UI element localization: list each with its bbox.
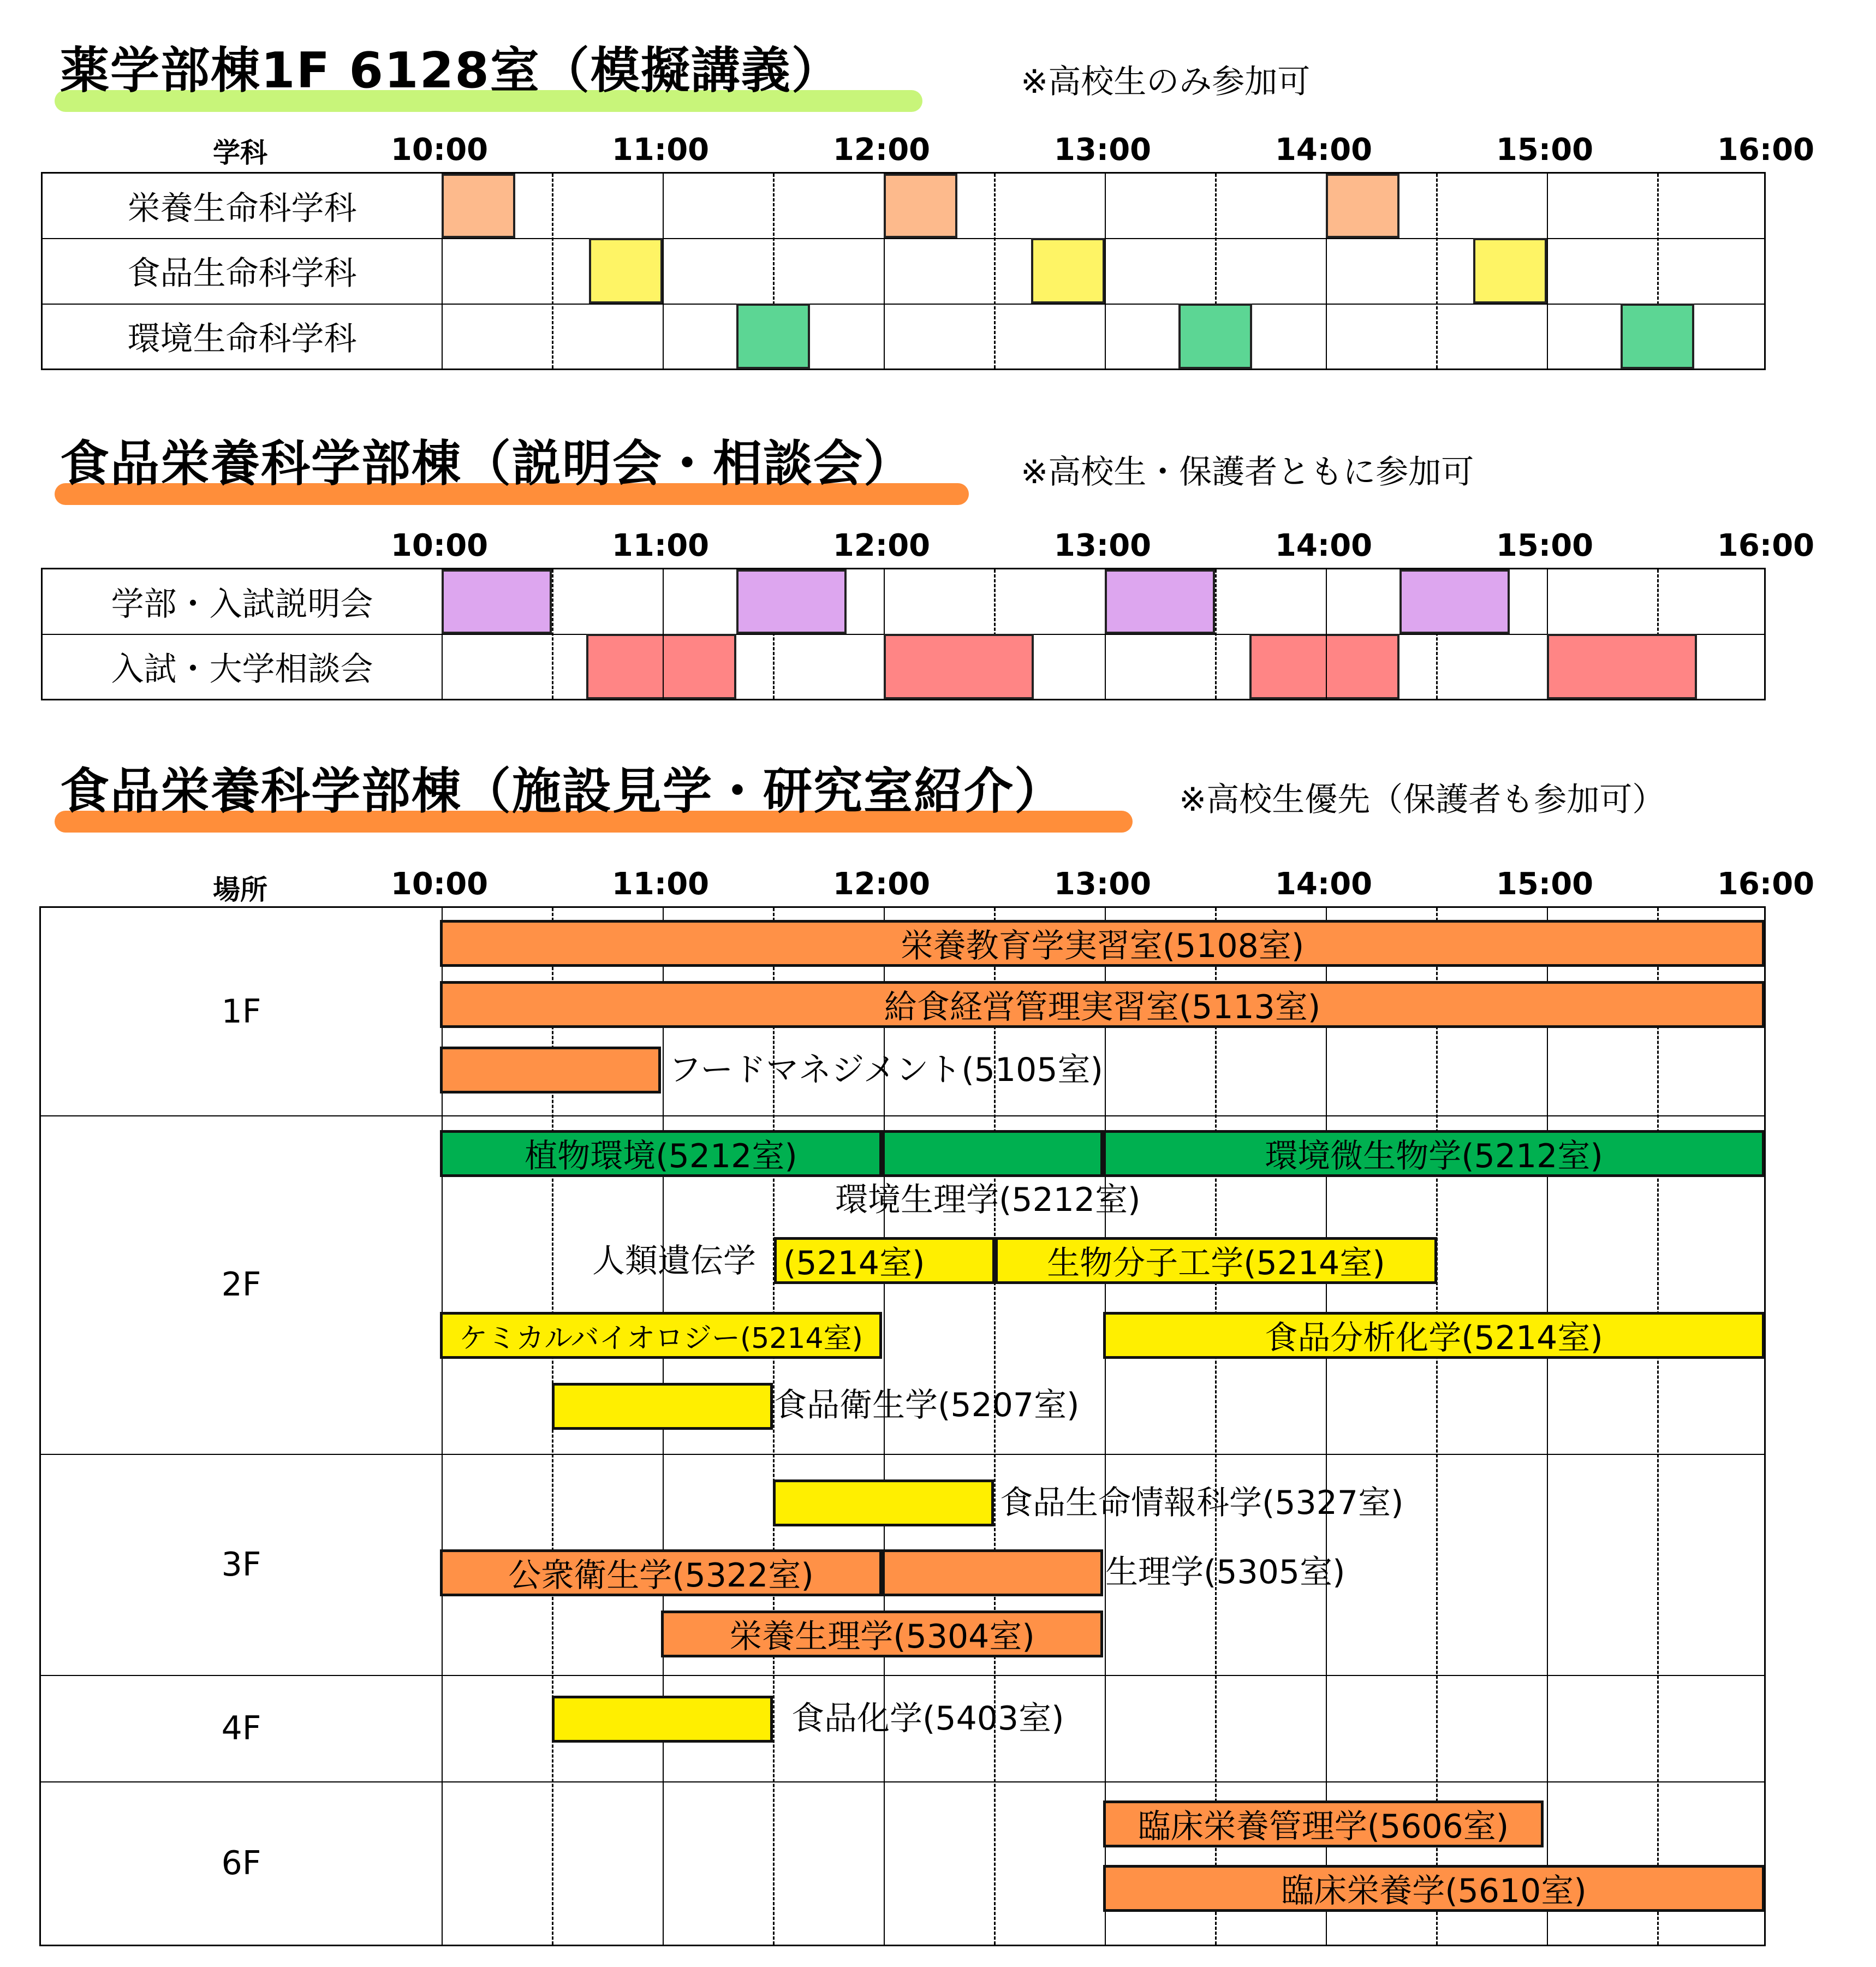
section2-grid [41,568,1766,700]
lecture-slot-nutrition-2 [884,174,957,238]
section3-time-1300: 13:00 [1053,866,1152,902]
section1-header-label: 学科 [213,137,267,169]
lab-label: 給食経営管理実習室(5113室) [884,988,1321,1026]
lab-label: 食品分析化学(5214室) [1265,1319,1603,1357]
consultation-slot-3 [1249,634,1399,699]
lecture-slot-nutrition-3 [1326,174,1399,238]
consultation-slot-4 [1547,634,1697,699]
section3-time-1400: 14:00 [1275,866,1373,902]
lab-label: 環境微生物学(5212室) [1265,1137,1603,1175]
lab-label: 人類遺伝学 [592,1242,756,1280]
lab-bar-public-health [440,1549,882,1596]
section1-time-1100: 11:00 [611,132,710,168]
lab-label: 食品化学(5403室) [791,1699,1064,1738]
lab-label: 臨床栄養管理学(5606室) [1137,1808,1509,1846]
lab-bar-plant-environment [440,1130,882,1177]
section1-row-label: 食品生命科学科 [127,254,357,293]
floor-label: 2F [221,1265,261,1304]
section2-title: 食品栄養科学部棟（説明会・相談会） [60,435,914,492]
briefing-slot-3 [1105,569,1215,634]
lab-bar-biomolecular-engineering [995,1237,1437,1284]
floor-label: 3F [221,1545,261,1584]
lab-bar-clinical-nutrition-management [1103,1800,1544,1847]
section1-row-label: 環境生命科学科 [127,320,357,358]
lab-label: 環境生理学(5212室) [835,1181,1141,1219]
section2-row-label: 学部・入試説明会 [111,585,373,623]
lecture-slot-env-1 [736,304,810,369]
lecture-slot-food-1 [589,238,663,304]
section3-header-label: 場所 [213,874,267,906]
section2-time-1000: 10:00 [390,528,489,563]
lab-label: 公衆衛生学(5322室) [508,1556,814,1595]
section3-time-1600: 16:00 [1717,866,1815,902]
section3-time-1500: 15:00 [1496,866,1594,902]
lecture-slot-env-3 [1621,304,1694,369]
lab-label: ケミカルバイオロジー(5214室) [459,1322,863,1355]
section1-time-1200: 12:00 [832,132,931,168]
lab-bar-physiology [882,1549,1103,1596]
lab-bar-environmental-microbiology [1103,1130,1765,1177]
section2-time-1100: 11:00 [611,528,710,563]
lab-bar-human-genetics [774,1237,995,1284]
section2-time-1200: 12:00 [832,528,931,563]
lab-bar-clinical-nutrition [1103,1865,1765,1912]
section1-time-1300: 13:00 [1053,132,1152,168]
lab-label: 臨床栄養学(5610室) [1281,1872,1587,1910]
section1-row-label: 栄養生命科学科 [127,189,357,228]
section3-title: 食品栄養科学部棟（施設見学・研究室紹介） [60,763,1064,820]
consultation-slot-1 [586,634,736,699]
briefing-slot-2 [736,569,847,634]
section2-note: ※高校生・保護者ともに参加可 [1021,453,1474,491]
section2-time-1400: 14:00 [1275,528,1373,563]
section2-time-1500: 15:00 [1496,528,1594,563]
section1-time-1400: 14:00 [1275,132,1373,168]
floor-label: 1F [221,993,261,1031]
lab-label: フードマネジメント(5105室) [669,1051,1103,1089]
floor-label: 4F [221,1709,261,1748]
lecture-slot-env-2 [1178,304,1252,369]
lab-label: 生物分子工学(5214室) [1047,1244,1385,1282]
section2-time-1300: 13:00 [1053,528,1152,563]
lab-bar-nutrition-education [440,920,1765,967]
lab-bar-food-chemistry [552,1696,773,1743]
lab-label: 植物環境(5212室) [525,1137,797,1175]
lab-label: 栄養教育学実習室(5108室) [900,927,1305,965]
lab-bar-environmental-physiology [882,1130,1103,1177]
section2-row-label: 入試・大学相談会 [111,650,373,688]
section2-time-1600: 16:00 [1717,528,1815,563]
floor-label: 6F [221,1844,261,1882]
section1-time-1600: 16:00 [1717,132,1815,168]
briefing-slot-4 [1399,569,1510,634]
section3-time-1200: 12:00 [832,866,931,902]
lab-bar-food-hygiene [552,1383,773,1430]
lab-label: 栄養生理学(5304室) [729,1618,1035,1656]
lab-label: 生理学(5305室) [1105,1553,1345,1591]
lab-bar-food-bioinformatics [773,1479,994,1526]
section1-time-1500: 15:00 [1496,132,1594,168]
section1-title: 薬学部棟1F 6128室（模擬講義） [60,42,842,99]
consultation-slot-2 [884,634,1034,699]
section1-grid [41,172,1766,370]
lab-bar-food-management [440,1047,661,1094]
lab-label: 食品生命情報科学(5327室) [1000,1484,1404,1522]
section1-note: ※高校生のみ参加可 [1021,63,1311,101]
lab-bar-food-analytical-chemistry [1103,1312,1765,1359]
lecture-slot-nutrition-1 [442,174,515,238]
lab-bar-nutritional-physiology [661,1611,1103,1657]
lab-bar-food-service [440,981,1765,1028]
lecture-slot-food-3 [1473,238,1547,304]
section1-time-1000: 10:00 [390,132,489,168]
lecture-slot-food-2 [1031,238,1105,304]
briefing-slot-1 [442,569,552,634]
section3-time-1100: 11:00 [611,866,710,902]
lab-label: (5214室) [783,1244,925,1282]
section3-note: ※高校生優先（保護者も参加可） [1179,781,1665,819]
lab-bar-chemical-biology [440,1312,882,1359]
lab-label: 食品衛生学(5207室) [774,1386,1080,1424]
section3-time-1000: 10:00 [390,866,489,902]
